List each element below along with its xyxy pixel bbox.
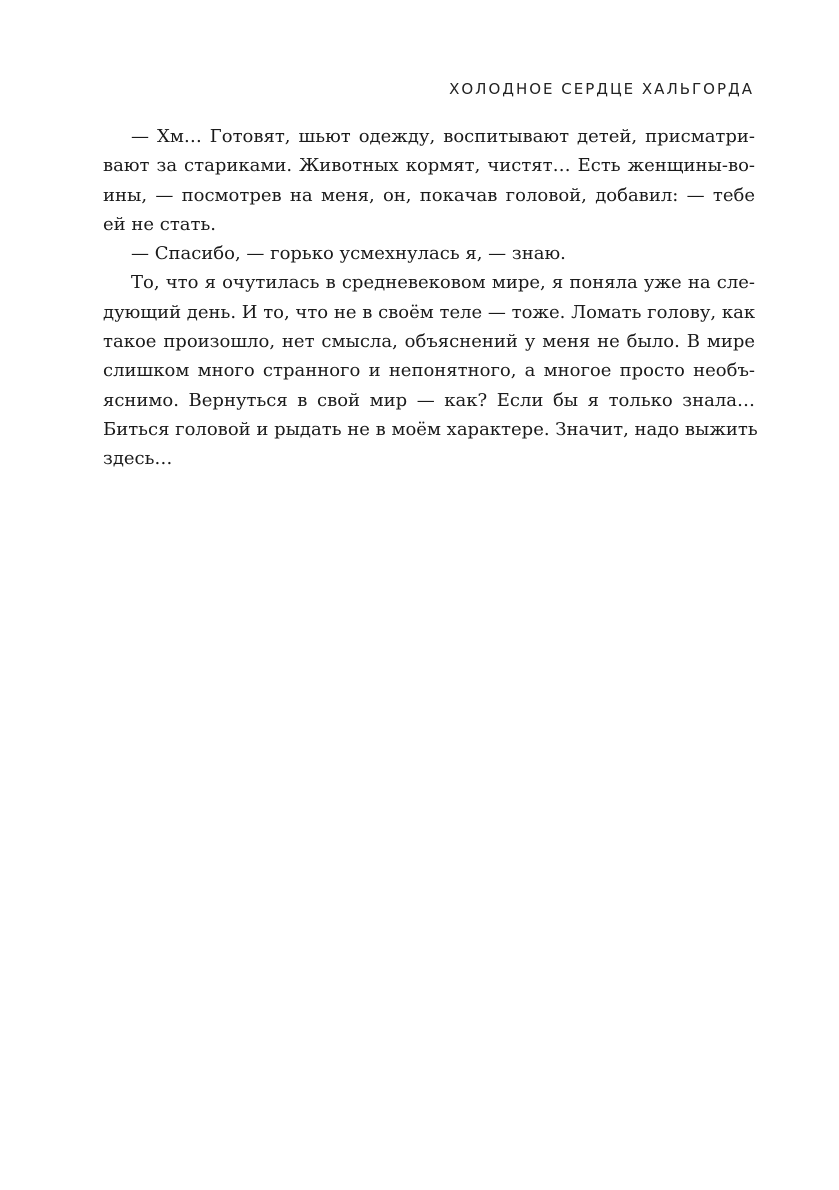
body-text bbox=[103, 122, 758, 474]
running-head: ХОЛОДНОЕ СЕРДЦЕ ХАЛЬГОРДА bbox=[449, 80, 754, 98]
text-line: Биться головой и рыдать не в моём характере. Значит, надо выжить bbox=[103, 418, 758, 440]
text-line: ей не стать. bbox=[103, 213, 216, 235]
paragraph bbox=[103, 239, 755, 268]
text-line: яснимо. Вернуться в свой мир — как? Если бы я только знала… bbox=[103, 389, 755, 411]
text-line: дующий день. И то, что не в своём теле — тоже. Ломать голову, как bbox=[103, 301, 756, 323]
text-line: такое произошло, нет смысла, объяснений у меня не было. В мире bbox=[103, 331, 755, 353]
text-line: вают за стариками. Животных кормят, чистят… Есть женщины-во- bbox=[103, 155, 755, 177]
text-line: здесь… bbox=[103, 448, 173, 470]
paragraph bbox=[103, 268, 758, 473]
text-line: слишком много странного и непонятного, а многое просто необъ- bbox=[103, 360, 755, 382]
text-line: — Хм… Готовят, шьют одежду, воспитывают детей, присматри- bbox=[131, 126, 755, 147]
text-line: То, что я очутилась в средневековом мире, я поняла уже на сле- bbox=[131, 272, 755, 294]
text-line: — Спасибо, — горько усмехнулась я, — знаю. bbox=[131, 243, 566, 265]
paragraph bbox=[103, 122, 755, 239]
text-line: ины, — посмотрев на меня, он, покачав головой, добавил: — тебе bbox=[103, 184, 755, 206]
